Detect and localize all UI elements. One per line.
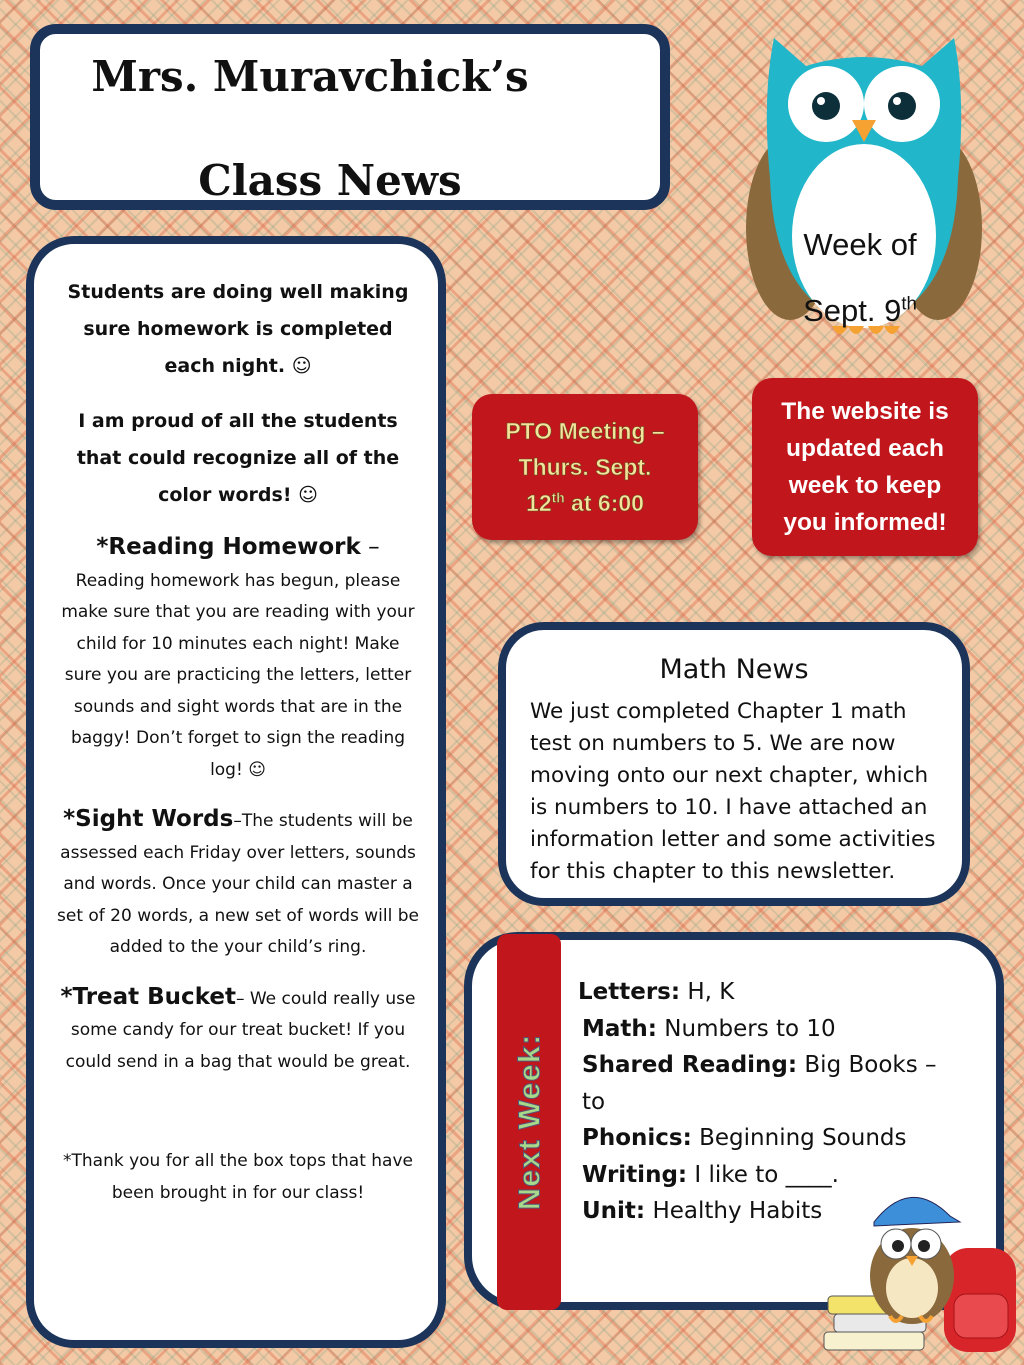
reading-homework-heading: *Reading Homework: [96, 534, 361, 560]
pto-line2: Thurs. Sept.: [518, 454, 652, 480]
announcements-box: [26, 236, 446, 1348]
reading-homework-text: Reading homework has begun, please make sure that you are reading with your child for 10 minutes each night! Make sure you are practicing the letters, letter sounds and sight words that are in the baggy! Don’t forget to sign the reading log! ☺: [61, 570, 415, 780]
owl-with-books-illustration: [820, 1176, 1024, 1365]
pto-line3: 12th at 6:00: [526, 490, 644, 516]
next-week-item: Writing: I like to ____.: [582, 1161, 839, 1188]
treat-bucket-text: – We could really use some candy for our treat bucket! If you could send in a bag that would be great.: [65, 988, 416, 1072]
sight-words-text: –The students will be assessed each Friday over letters, sounds and words. Once your child can master a set of 20 words, a new set of words will be added to the your child’s ring.: [57, 811, 419, 957]
next-week-item: Letters: H, K: [578, 979, 735, 1005]
treat-bucket-section: [56, 982, 420, 1079]
math-news-box: [498, 622, 970, 906]
intro-color-words: I am proud of all the students that could recognize all of the color words! ☺: [76, 410, 400, 506]
next-week-item: Math: Numbers to 10: [582, 1015, 836, 1042]
week-date: Sept. 9th: [803, 292, 917, 328]
next-week-heading: Next Week:: [511, 1033, 546, 1211]
box-tops-thanks: *Thank you for all the box tops that have been brought in for our class!: [63, 1151, 413, 1203]
next-week-item: Unit: Healthy Habits: [582, 1198, 823, 1224]
intro-homework: Students are doing well making sure homework is completed each night. ☺: [67, 281, 409, 377]
math-news-text: We just completed Chapter 1 math test on numbers to 5. We are now moving onto our next chapter, which is numbers to 10. I have attached an information letter and some activities for this chapter to this newsletter.: [530, 699, 936, 884]
week-of: [790, 212, 930, 344]
website-note: The website is updated each week to keep you informed!: [781, 398, 949, 536]
next-week-item: Phonics: Beginning Sounds: [582, 1125, 907, 1151]
reading-homework-section: *Reading Homework – Reading homework has begun, please make sure that you are reading with your child for 10 minutes each night! Make sure you are practicing the letters, letter sounds and sight words that are in the baggy! Don’t forget to sign the reading log! ☺: [61, 534, 415, 780]
title-class-news: Class News: [198, 156, 462, 205]
sight-words-heading: *Sight Words: [63, 806, 234, 832]
website-note-box: [752, 378, 978, 556]
pto-meeting-box: [472, 394, 698, 540]
treat-bucket-heading: *Treat Bucket: [60, 983, 236, 1010]
math-news-title: Math News: [659, 654, 809, 685]
backpack: [944, 1248, 1016, 1352]
next-week-item: Shared Reading: Big Books – to: [582, 1052, 937, 1115]
pto-line1: PTO Meeting –: [505, 418, 665, 444]
week-label: Week of: [803, 227, 917, 262]
title-teacher: Mrs. Muravchick’s: [91, 52, 529, 101]
title-box: [30, 24, 670, 210]
sight-words-section: [56, 804, 420, 964]
cap: [874, 1197, 960, 1226]
